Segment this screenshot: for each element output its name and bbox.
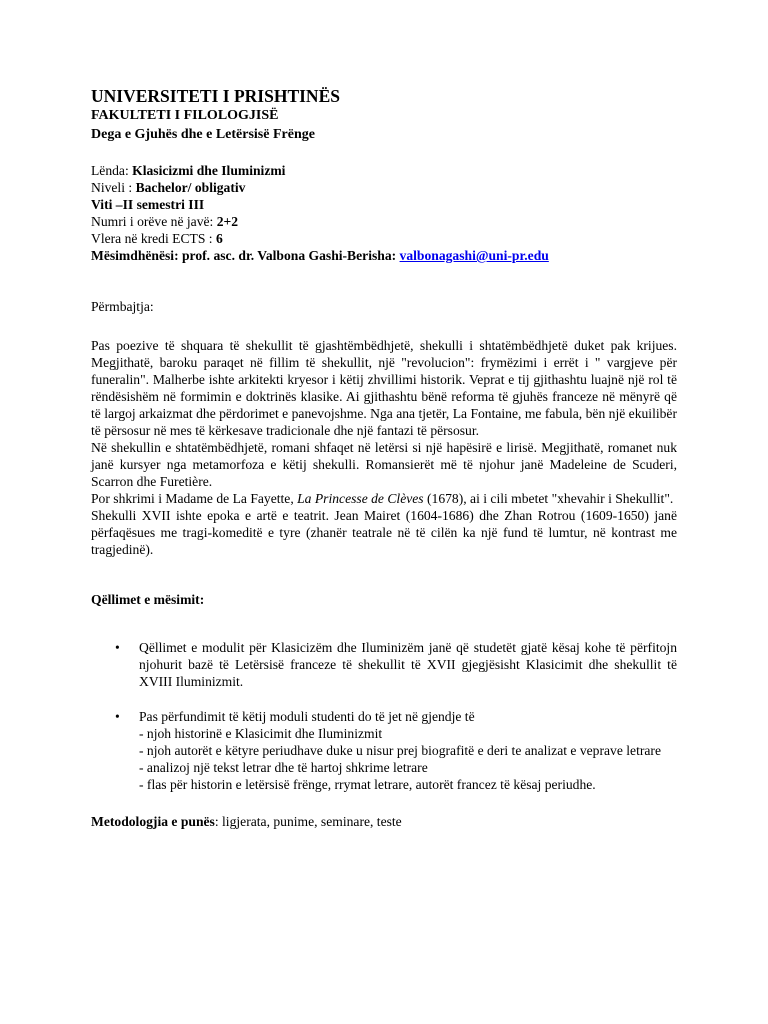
list-item <box>91 708 677 793</box>
document-page <box>91 86 677 830</box>
teacher-label: Mësimdhënësi: prof. asc. dr. Valbona Gashi-Berisha: <box>91 248 400 263</box>
ects-label: Vlera në kredi ECTS : <box>91 231 216 246</box>
content-paragraph-3 <box>91 490 677 507</box>
hours-label: Numri i orëve në javë: <box>91 214 217 229</box>
content-paragraph-2: Në shekullin e shtatëmbëdhjetë, romani shfaqet në letërsi si një hapësirë e lirisë. Megjithatë, romanet nuk janë kursyer nga metamorfoza e këtij shekulli. Romansierët më të njohur janë Madeleine de Scuderi, Scarron dhe Furetière. <box>91 440 677 489</box>
university-title: UNIVERSITETI I PRISHTINËS <box>91 86 340 106</box>
department-title: Dega e Gjuhës dhe e Letërsisë Frënge <box>91 127 315 142</box>
ects-value: 6 <box>215 231 223 246</box>
course-meta <box>91 162 677 264</box>
ects-line <box>91 230 677 247</box>
content-body <box>91 337 677 558</box>
goals-list <box>91 639 677 793</box>
content-paragraph-4: Shekulli XVII ishte epoka e artë e teatrit. Jean Mairet (1604-1686) dhe Zhan Rotrou (1609-1650) janë përfaqësues me tragi-komeditë e tyre (zhanër teatrale në të cilën ka një fund të lumtur, në kontrast me tragjedinë). <box>91 508 677 557</box>
goal-sub-1: - njoh historinë e Klasicimit dhe Iluminizmit <box>139 726 383 741</box>
hours-value: 2+2 <box>216 214 239 229</box>
goal-sub-2: - njoh autorët e këtyre periudhave duke u nisur prej biografitë e deri te analizat e veprave letrare <box>139 743 661 758</box>
goal-sub-3: - analizoj një tekst letrar dhe të hartoj shkrime letrare <box>139 760 428 775</box>
teacher-email-link[interactable]: valbonagashi@uni-pr.edu <box>399 248 549 263</box>
subject-value: Klasicizmi dhe Iluminizmi <box>132 163 286 178</box>
content-paragraph-1: Pas poezive të shquara të shekullit të gjashtëmbëdhjetë, shekulli i shtatëmbëdhjetë duket pak krijues. Megjithatë, baroku paraqet në fillim të shekullit, një "revolucion": frymëzimi i errët i " vargjeve për funeralin". Malherbe ishte arkitekti kryesor i këtij zhvillimi historik. Veprat e tij gjithashtu luajnë një rol të rëndësishëm në formimin e doktrinës klasike. Ai gjithashtu bënë reforma të gjuhës franceze në mënyrë që të largoj arkaizmat dhe përdorimet e panevojshme. Nga ana tjetër, La Fontaine, me fabula, bën një ekuilibër të përsosur në mes të kërkesave tradicionale dhe një fantazi të përsosur. <box>91 338 677 438</box>
year-line: Viti –II semestri III <box>91 197 205 212</box>
teacher-line <box>91 247 677 264</box>
p3-after: (1678), ai i cili mbetet "xhevahir i Shekullit". <box>423 491 674 506</box>
goals-label: Qëllimet e mësimit: <box>91 592 205 607</box>
goal-text-1: Qëllimet e modulit për Klasicizëm dhe Iluminizëm janë që studetët gjatë kësaj kohe të përfitojn njohurit bazë të Letërsisë franceze të shekullit të XVII gjegjësisht Klasicimit dhe shekullit të XVIII Iluminizmit. <box>139 640 677 689</box>
methodology-value: : ligjerata, punime, seminare, teste <box>214 814 402 829</box>
list-item <box>91 639 677 690</box>
goal-intro: Pas përfundimit të këtij moduli studenti do të jet në gjendje të <box>139 709 475 724</box>
subject-label: Lënda: <box>91 163 133 178</box>
level-label: Niveli : <box>91 180 136 195</box>
bullet-icon: • <box>115 640 120 655</box>
bullet-icon: • <box>115 709 120 724</box>
hours-line <box>91 213 677 230</box>
book-title: La Princesse de Clèves <box>297 491 424 506</box>
content-label: Përmbajtja: <box>91 299 154 314</box>
faculty-title: FAKULTETI I FILOLOGJISË <box>91 108 279 123</box>
level-value: Bachelor/ obligativ <box>135 180 246 195</box>
level-line <box>91 179 677 196</box>
subject-line <box>91 162 677 179</box>
methodology-label: Metodologjia e punës <box>91 814 215 829</box>
methodology-line <box>91 813 677 830</box>
p3-before: Por shkrimi i Madame de La Fayette, <box>91 491 298 506</box>
goal-sub-4: - flas për historin e letërsisë frënge, rrymat letrare, autorët francez të kësaj periudhe. <box>139 777 596 792</box>
